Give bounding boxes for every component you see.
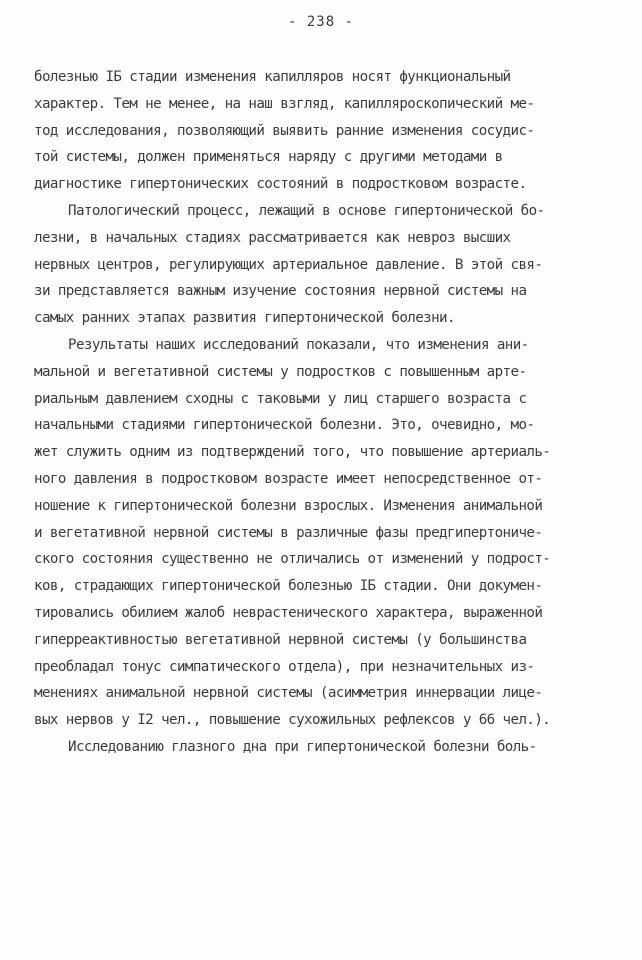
text-line: жет служить одним из подтверждений того, что повышение артериаль- — [34, 444, 551, 461]
text-line: ношение к гипертонической болезни взрослых. Изменения анимальной — [34, 497, 543, 514]
text-line: диагностике гипертонических состояний в подростковом возрасте. — [34, 176, 527, 193]
text-line: начальными стадиями гипертонической болезни. Это, очевидно, мо- — [34, 417, 535, 434]
text-line: риальным давлением сходны с таковыми у лиц старшего возраста с — [34, 390, 527, 407]
paragraph — [34, 734, 624, 761]
text-line: ков, страдающих гипертонической болезнью IБ стадии. Они докумен- — [34, 578, 543, 595]
text-line: самых ранних этапах развития гипертонической болезни. — [34, 310, 455, 327]
text-line: вых нервов у I2 чел., повышение сухожильных рефлексов у 66 чел.). — [34, 712, 551, 729]
paragraph — [34, 332, 624, 734]
paragraph — [34, 64, 624, 198]
text-line: и вегетативной нервной системы в различные фазы предгипертониче- — [34, 524, 543, 541]
text-line: лезни, в начальных стадиях рассматривается как невроз высших — [34, 229, 511, 246]
text-line: Результаты наших исследований показали, что изменения ани- — [68, 336, 529, 353]
body-text — [34, 64, 624, 761]
text-line: тировались обилием жалоб неврастенического характера, выраженной — [34, 604, 543, 621]
text-line: мальной и вегетативной системы у подростков с повышенным арте- — [34, 363, 527, 380]
text-line: той системы, должен применяться наряду с другими методами в — [34, 149, 503, 166]
text-line: болезнью IБ стадии изменения капилляров носят функциональный — [34, 69, 511, 85]
paragraph — [34, 198, 624, 332]
text-line: ского состояния существенно не отличались от изменений у подрост- — [34, 551, 551, 568]
text-line: Исследованию глазного дна при гипертонической болезни боль- — [68, 738, 537, 755]
text-line: нервных центров, регулирующих артериальное давление. В этой свя- — [34, 256, 543, 273]
text-line: менениях анимальной нервной системы (асимметрия иннервации лице- — [34, 685, 543, 702]
text-line: характер. Тем не менее, на наш взгляд, капилляроскопический ме- — [34, 95, 535, 112]
text-line: гиперреактивностью вегетативной нервной системы (у большинства — [34, 631, 527, 648]
text-line: Патологический процесс, лежащий в основе гипертонической бо- — [68, 202, 545, 219]
page-number: - 238 - — [287, 14, 354, 30]
text-line: преобладал тонус симпатического отдела), при незначительных из- — [34, 658, 535, 675]
text-line: зи представляется важным изучение состояния нервной системы на — [34, 283, 527, 300]
text-line: ного давления в подростковом возрасте имеет непосредственное от- — [34, 470, 543, 487]
text-line: тод исследования, позволяющий выявить ранние изменения сосудис- — [34, 122, 535, 139]
